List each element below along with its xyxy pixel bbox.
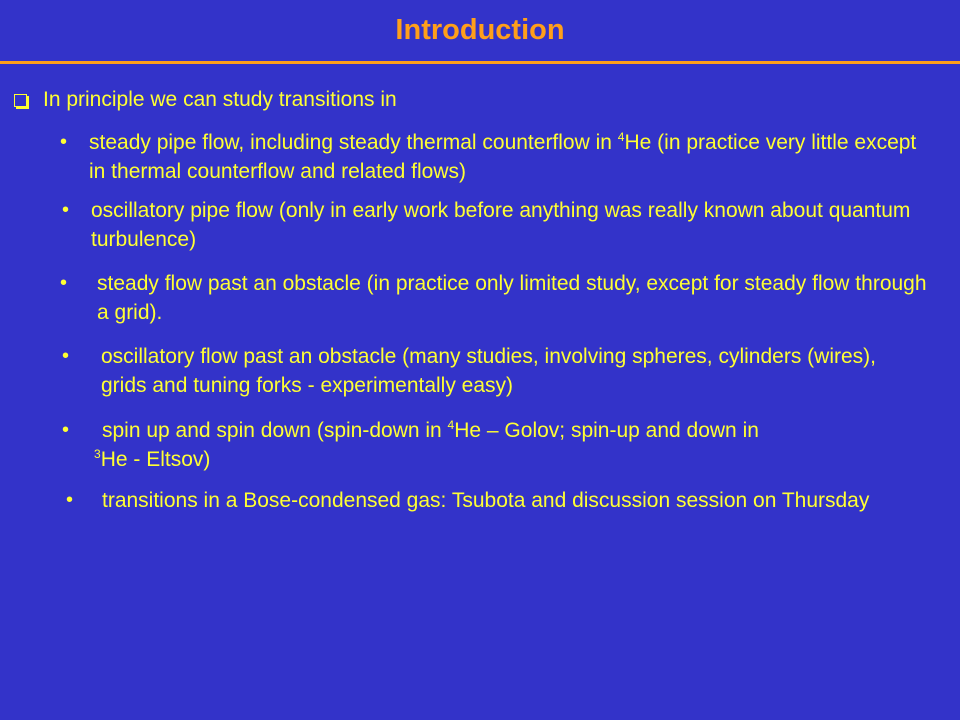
list-item-text: oscillatory pipe flow (only in early work before anything was really known about quantum turbulence) — [91, 199, 911, 251]
bullet-dot: • — [60, 272, 68, 294]
section-heading — [12, 88, 397, 112]
list-item-steady-flow-obstacle — [60, 269, 930, 327]
bullet-dot: • — [66, 489, 74, 511]
section-heading-text: In principle we can study transitions in — [43, 88, 397, 111]
list-item-spin-up-down — [62, 416, 954, 474]
list-item-oscillatory-flow-obstacle — [62, 342, 922, 400]
list-item-bose-condensed-gas — [66, 486, 946, 515]
slide-title: Introduction — [395, 14, 565, 46]
list-item-text: He – Golov; spin-up and down in — [454, 419, 759, 442]
list-item-text: steady pipe flow, including steady thermal counterflow in — [89, 131, 618, 154]
bullet-dot: • — [62, 199, 70, 221]
bullet-dot: • — [60, 131, 68, 153]
list-item-text: spin up and spin down (spin-down in — [102, 419, 448, 442]
bullet-dot: • — [62, 419, 70, 441]
list-item-steady-pipe-flow — [60, 128, 940, 186]
list-item-text: steady flow past an obstacle (in practice only limited study, except for steady flow through a grid). — [97, 272, 927, 324]
superscript: 3 — [94, 447, 101, 461]
superscript: 4 — [617, 130, 625, 144]
list-item-text: He - Eltsov) — [100, 448, 211, 471]
checkbox-bullet-icon — [14, 94, 27, 107]
title-divider — [0, 61, 960, 64]
list-item-oscillatory-pipe-flow — [62, 196, 952, 254]
bullet-dot: • — [62, 345, 70, 367]
superscript: 4 — [447, 418, 455, 432]
list-item-text: oscillatory flow past an obstacle (many studies, involving spheres, cylinders (wires), grids and tuning forks - experimentally easy) — [101, 345, 876, 397]
list-item-text: transitions in a Bose-condensed gas: Tsubota and discussion session on Thursday — [102, 489, 870, 512]
list-item-text: He (in practice very little except in thermal counterflow and related flows) — [89, 131, 917, 183]
